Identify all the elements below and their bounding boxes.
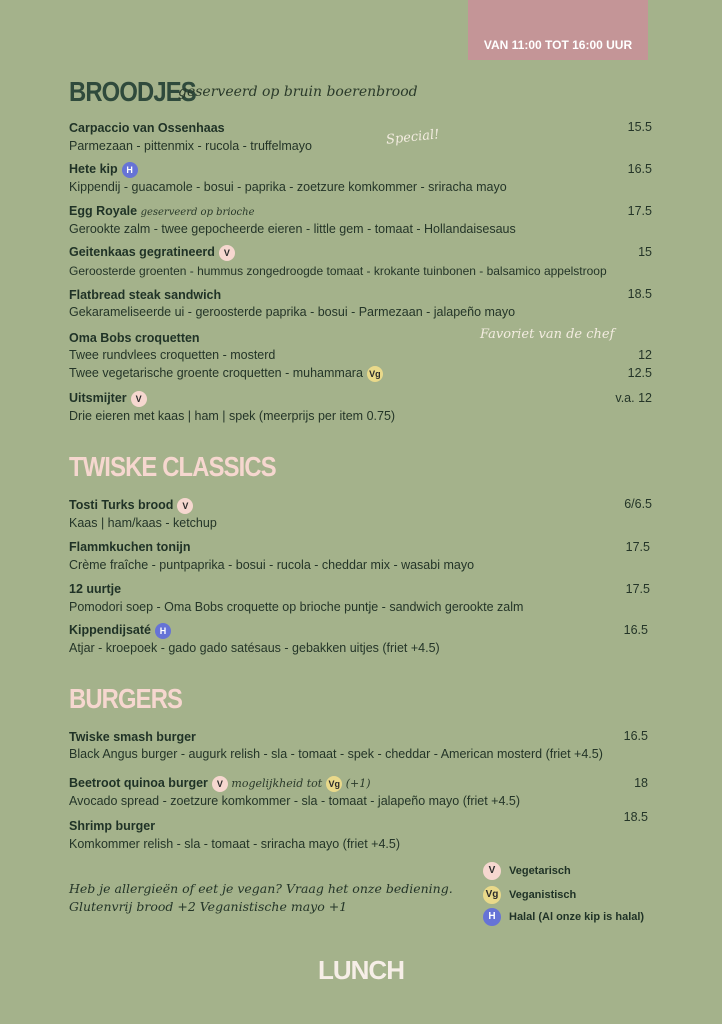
vegan-badge: Vg	[483, 886, 501, 904]
item-description: Twee rundvlees croquetten - mosterd	[69, 348, 276, 362]
item-name: Geitenkaas gegratineerd	[69, 245, 215, 259]
item-price: 17.5	[625, 582, 650, 596]
item-price: v.a. 12	[615, 391, 652, 405]
item-name: Tosti Turks brood	[69, 498, 174, 512]
menu-item	[69, 581, 121, 597]
item-note-2: (+1)	[345, 777, 371, 790]
hours-banner	[468, 0, 648, 60]
item-description: Drie eieren met kaas | ham | spek (meerprijs per item 0.75)	[69, 409, 396, 423]
favoriet-note: Favoriet van de chef	[480, 327, 615, 342]
item-note: geserveerd op brioche	[140, 207, 255, 218]
broodjes-subtitle: geserveerd op bruin boerenbrood	[178, 84, 418, 100]
item-description: Avocado spread - zoetzure komkommer - sla - tomaat - jalapeño mayo (friet +4.5)	[69, 794, 521, 808]
item-name: Hete kip	[69, 162, 118, 176]
hours-text: VAN 11:00 TOT 16:00 UUR	[483, 38, 633, 52]
allergy-line-2: Glutenvrij brood +2 Veganistische mayo +1	[69, 899, 348, 914]
item-price: 16.5	[623, 623, 648, 637]
vegetarian-badge: V	[131, 391, 147, 407]
special-note: Special!	[385, 127, 441, 148]
menu-item	[69, 161, 138, 178]
menu-item	[69, 390, 147, 407]
allergy-line-1: Heb je allergieën of eet je vegan? Vraag het onze bediening.	[69, 881, 453, 896]
legend-label: Veganistisch	[509, 889, 577, 901]
item-description: Komkommer relish - sla - tomaat - sriracha mayo (friet +4.5)	[69, 837, 400, 851]
menu-item	[69, 244, 235, 261]
item-name: Uitsmijter	[69, 391, 127, 405]
legend-halal	[483, 908, 644, 926]
item-description: Black Angus burger - augurk relish - sla - tomaat - spek - cheddar - American mosterd (friet +4.5)	[69, 747, 603, 761]
item-name: Flatbread steak sandwich	[69, 288, 222, 302]
item-description: Kippendij - guacamole - bosui - paprika - zoetzure komkommer - sriracha mayo	[69, 180, 507, 194]
item-price: 16.5	[623, 729, 648, 743]
vegetarian-badge: V	[483, 862, 501, 880]
item-description: Gekarameliseerde ui - geroosterde paprika - bosui - Parmezaan - jalapeño mayo	[69, 305, 516, 319]
item-description: Pomodori soep - Oma Bobs croquette op brioche puntje - sandwich gerookte zalm	[69, 600, 524, 614]
item-description: Crème fraîche - puntpaprika - bosui - rucola - cheddar mix - wasabi mayo	[69, 558, 475, 572]
item-name: Carpaccio van Ossenhaas	[69, 121, 225, 135]
legend-label: Vegetarisch	[509, 865, 571, 877]
item-price: 6/6.5	[624, 497, 652, 511]
section-title-burgers: BURGERS	[69, 683, 183, 714]
item-name: Twiske smash burger	[69, 730, 196, 744]
menu-item	[69, 775, 371, 792]
legend-label: Halal (Al onze kip is halal)	[509, 911, 645, 923]
item-description: Atjar - kroepoek - gado gado satésaus - gebakken uitjes (friet +4.5)	[69, 641, 440, 655]
item-description: Geroosterde groenten - hummus zongedroogde tomaat - krokante tuinbonen - balsamico appelstroop	[69, 264, 607, 278]
item-description: Kaas | ham/kaas - ketchup	[69, 516, 217, 530]
item-description: Parmezaan - pittenmix - rucola - truffelmayo	[69, 139, 312, 153]
menu-item	[69, 497, 193, 514]
item-description: Gerookte zalm - twee gepocheerde eieren - little gem - tomaat - Hollandaisesaus	[69, 222, 516, 236]
item-price: 15.5	[627, 120, 652, 134]
legend-vegan	[483, 886, 576, 904]
vegan-badge: Vg	[367, 366, 383, 382]
vegan-badge: Vg	[326, 776, 342, 792]
item-price: 17.5	[625, 540, 650, 554]
item-name: Oma Bobs croquetten	[69, 331, 200, 345]
menu-item	[69, 729, 196, 745]
item-description-2: Twee vegetarische groente croquetten - muhammara	[69, 366, 363, 380]
section-title-classics: TWISKE CLASSICS	[69, 451, 276, 482]
allergy-note	[69, 880, 453, 916]
halal-badge: H	[122, 162, 138, 178]
menu-item	[69, 330, 200, 346]
item-name: Beetroot quinoa burger	[69, 776, 208, 790]
item-name: 12 uurtje	[69, 582, 122, 596]
halal-badge: H	[155, 623, 171, 639]
vegetarian-badge: V	[212, 776, 228, 792]
item-name: Shrimp burger	[69, 819, 156, 833]
vegetarian-badge: V	[219, 245, 235, 261]
item-price: 18.5	[627, 287, 652, 301]
item-name: Kippendijsaté	[69, 623, 151, 637]
item-price: 12	[638, 348, 652, 362]
item-price: 17.5	[627, 204, 652, 218]
legend-vegetarian	[483, 862, 571, 880]
item-name: Egg Royale	[69, 204, 138, 218]
item-description	[69, 365, 383, 382]
menu-item	[69, 539, 191, 555]
menu-item	[69, 287, 221, 303]
item-price: 18	[634, 776, 648, 790]
item-price: 18.5	[623, 810, 648, 824]
menu-item	[69, 818, 155, 834]
footer-title: LUNCH	[318, 955, 404, 985]
item-price: 15	[638, 245, 652, 259]
item-note: mogelijkheid tot	[231, 777, 323, 790]
item-price: 16.5	[627, 162, 652, 176]
vegetarian-badge: V	[177, 498, 193, 514]
item-name: Flammkuchen tonijn	[69, 540, 191, 554]
section-title-broodjes: BROODJES	[69, 76, 196, 107]
item-price: 12.5	[627, 366, 652, 380]
menu-item	[69, 203, 255, 221]
menu-item	[69, 622, 171, 639]
halal-badge: H	[483, 908, 501, 926]
menu-item	[69, 120, 225, 136]
